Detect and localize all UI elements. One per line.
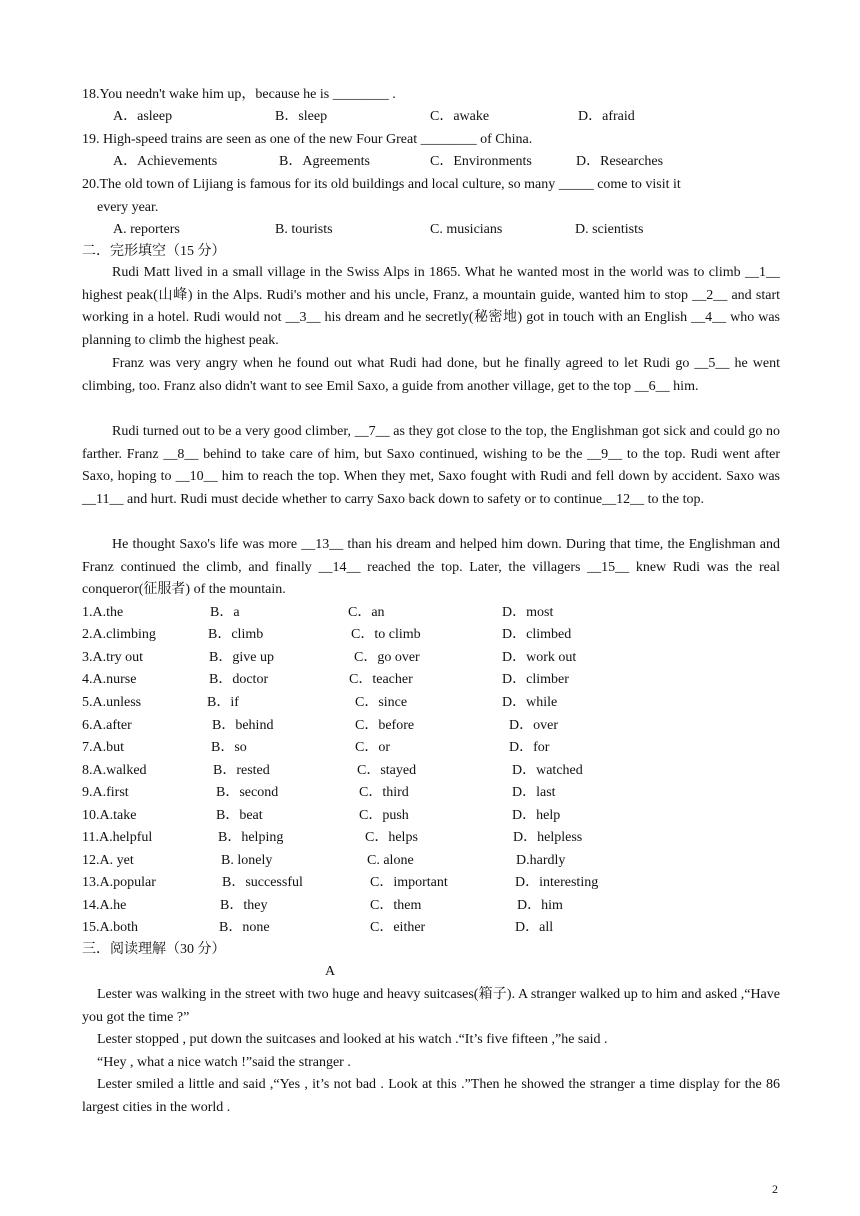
- q19-option-a: A．Achievements: [113, 154, 218, 169]
- choice-9-d: D．last: [512, 785, 556, 800]
- choice-2-c: C．to climb: [351, 627, 421, 642]
- section-2-heading: 二．完形填空（15 分）: [82, 244, 226, 259]
- question-20-stem-line1: 20.The old town of Lijiang is famous for its old buildings and local culture, so many _____ come to visit it: [82, 177, 681, 192]
- choice-4-a: 4.A.nurse: [82, 672, 137, 687]
- question-18-stem: 18.You needn't wake him up，because he is ________ .: [82, 87, 396, 102]
- q20-option-b: B. tourists: [275, 222, 333, 237]
- choice-14-d: D．him: [517, 898, 563, 913]
- choice-12-d: D.hardly: [516, 853, 566, 868]
- choice-15-b: B．none: [219, 920, 270, 935]
- choice-2-a: 2.A.climbing: [82, 627, 156, 642]
- choice-12-b: B. lonely: [221, 853, 273, 868]
- choice-14-c: C．them: [370, 898, 422, 913]
- choice-9-b: B．second: [216, 785, 279, 800]
- choice-15-c: C．either: [370, 920, 426, 935]
- choice-1-b: B．a: [210, 605, 240, 620]
- reading-paragraph-3: “Hey , what a nice watch !”said the stranger .: [97, 1055, 351, 1070]
- choice-7-b: B．so: [211, 740, 247, 755]
- choice-3-c: C．go over: [354, 650, 420, 665]
- q20-option-c: C. musicians: [430, 222, 503, 237]
- choice-9-a: 9.A.first: [82, 785, 129, 800]
- q19-option-c: C．Environments: [430, 154, 532, 169]
- choice-7-d: D．for: [509, 740, 550, 755]
- reading-paragraph-2: Lester stopped , put down the suitcases and looked at his watch .“It’s five fifteen ,”he said .: [97, 1032, 608, 1047]
- reading-paragraph-1: Lester was walking in the street with two huge and heavy suitcases(箱子). A stranger walked up to him and asked ,“Have you got the time ?”: [82, 987, 780, 1025]
- choice-3-b: B．give up: [209, 650, 274, 665]
- choice-13-c: C．important: [370, 875, 448, 890]
- choice-15-d: D．all: [515, 920, 554, 935]
- choice-8-a: 8.A.walked: [82, 763, 147, 778]
- choice-12-c: C. alone: [367, 853, 414, 868]
- cloze-paragraph-2: Franz was very angry when he found out what Rudi had done, but he finally agreed to let Rudi go __5__ he went climbing, too. Franz also didn't want to see Emil Saxo, a guide from another village, get to the top __6__ him.: [82, 356, 780, 394]
- choice-1-c: C．an: [348, 605, 385, 620]
- choice-1-a: 1.A.the: [82, 605, 124, 620]
- q19-option-d: D．Researches: [576, 154, 664, 169]
- choice-10-c: C．push: [359, 808, 409, 823]
- choice-15-a: 15.A.both: [82, 920, 138, 935]
- q20-option-d: D. scientists: [575, 222, 644, 237]
- q18-option-a: A．asleep: [113, 109, 173, 124]
- choice-11-a: 11.A.helpful: [82, 830, 153, 845]
- question-20-stem-line2: every year.: [97, 200, 159, 215]
- choice-10-d: D．help: [512, 808, 561, 823]
- choice-10-a: 10.A.take: [82, 808, 137, 823]
- choice-5-a: 5.A.unless: [82, 695, 142, 710]
- cloze-paragraph-3: Rudi turned out to be a very good climber, __7__ as they got close to the top, the Englishman got sick and could go no farther. Franz __8__ behind to take care of him, but Saxo continued, wishing to be the __9__ to the top. Rudi went after Saxo, hoping to __10__ him to reach the top. When they met, Saxo fought with Rudi and fell down by accident. Saxo was __11__ and hurt. Rudi must decide whether to carry Saxo back down to safety or to continue__12__ to the top.: [82, 424, 780, 507]
- choice-5-c: C．since: [355, 695, 408, 710]
- choice-6-d: D．over: [509, 718, 558, 733]
- cloze-paragraph-1: Rudi Matt lived in a small village in the Swiss Alps in 1865. What he wanted most in the world was to climb __1__ highest peak(山峰) in the Alps. Rudi's mother and his uncle, Franz, a mountain guide, wanted him to stop __2__ and start working in a hotel. Rudi would not __3__ his dream and he secretly(秘密地) got in touch with an English __4__ who was planning to climb the highest peak.: [82, 265, 780, 348]
- choice-3-a: 3.A.try out: [82, 650, 144, 665]
- choice-13-a: 13.A.popular: [82, 875, 156, 890]
- choice-8-c: C．stayed: [357, 763, 417, 778]
- choice-2-d: D．climbed: [502, 627, 572, 642]
- choice-13-b: B．successful: [222, 875, 303, 890]
- q20-option-a: A. reporters: [113, 222, 180, 237]
- page-number: 2: [772, 1182, 778, 1196]
- choice-1-d: D．most: [502, 605, 554, 620]
- q18-option-b: B．sleep: [275, 109, 328, 124]
- choice-14-b: B．they: [220, 898, 268, 913]
- choice-3-d: D．work out: [502, 650, 577, 665]
- choice-4-d: D．climber: [502, 672, 569, 687]
- choice-6-c: C．before: [355, 718, 415, 733]
- q19-option-b: B．Agreements: [279, 154, 370, 169]
- q18-option-c: C．awake: [430, 109, 490, 124]
- choice-6-a: 6.A.after: [82, 718, 132, 733]
- choice-2-b: B．climb: [208, 627, 264, 642]
- choice-4-c: C．teacher: [349, 672, 413, 687]
- cloze-paragraph-4: He thought Saxo's life was more __13__ than his dream and helped him down. During that time, the Englishman and Franz continued the climb, and finally __14__ reached the top. Later, the villagers __15__ knew Rudi was the real conqueror(征服者) of the mountain.: [82, 537, 780, 598]
- section-3-heading: 三．阅读理解（30 分）: [82, 942, 226, 957]
- choice-14-a: 14.A.he: [82, 898, 127, 913]
- choice-11-b: B．helping: [218, 830, 284, 845]
- choice-13-d: D．interesting: [515, 875, 599, 890]
- choice-6-b: B．behind: [212, 718, 274, 733]
- q18-option-d: D．afraid: [578, 109, 635, 124]
- choice-5-b: B．if: [207, 695, 239, 710]
- choice-7-c: C．or: [355, 740, 390, 755]
- choice-12-a: 12.A. yet: [82, 853, 134, 868]
- choice-4-b: B．doctor: [209, 672, 269, 687]
- passage-letter: A: [325, 964, 336, 979]
- choice-10-b: B．beat: [216, 808, 263, 823]
- question-19-stem: 19. High-speed trains are seen as one of the new Four Great ________ of China.: [82, 132, 533, 147]
- choice-11-c: C．helps: [365, 830, 418, 845]
- choice-8-d: D．watched: [512, 763, 583, 778]
- choice-9-c: C．third: [359, 785, 409, 800]
- choice-7-a: 7.A.but: [82, 740, 124, 755]
- choice-11-d: D．helpless: [513, 830, 583, 845]
- reading-paragraph-4: Lester smiled a little and said ,“Yes , it’s not bad . Look at this .”Then he showed the stranger a time display for the 86 largest cities in the world .: [82, 1077, 780, 1115]
- choice-8-b: B．rested: [213, 763, 270, 778]
- choice-5-d: D．while: [502, 695, 558, 710]
